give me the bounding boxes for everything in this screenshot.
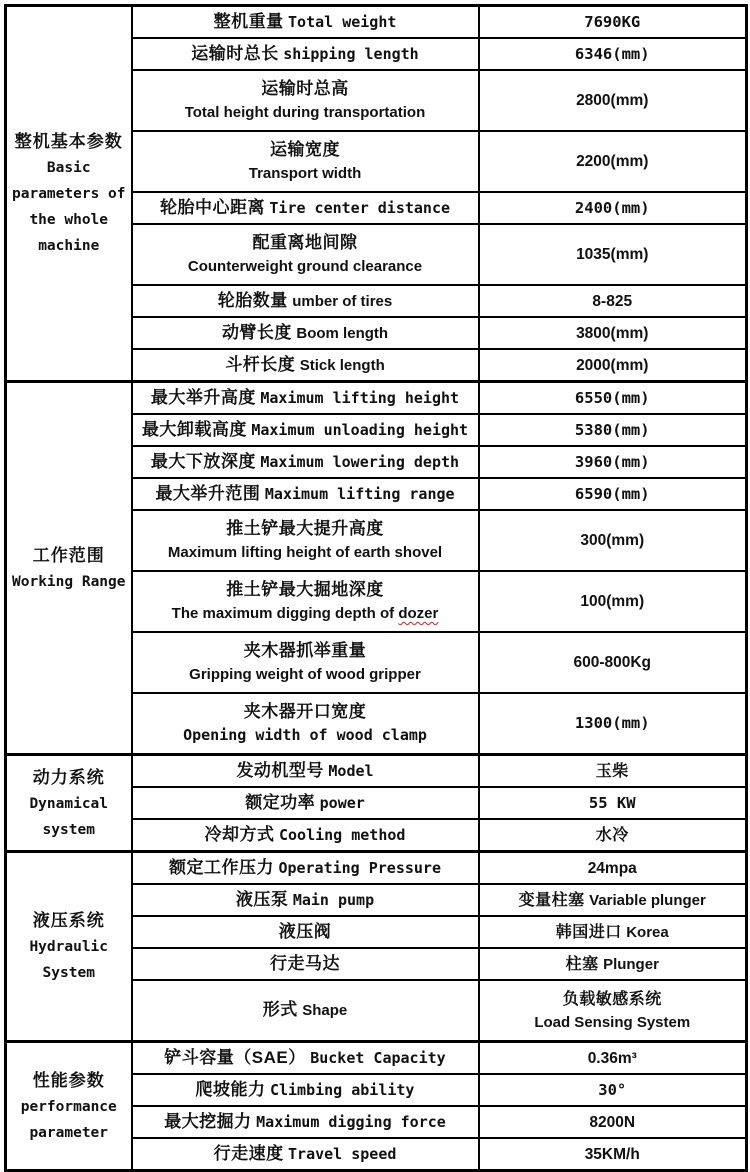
param-en: Opening width of wood clamp <box>183 726 427 744</box>
param-zh: 运输时总长 <box>191 43 279 63</box>
value-cell <box>479 38 747 70</box>
param-en: Shape <box>302 1002 348 1019</box>
param-zh: 发动机型号 <box>236 760 324 780</box>
param-cell <box>132 632 479 693</box>
value-cell <box>479 1106 747 1138</box>
table-row <box>6 1042 747 1075</box>
value-zh: 水冷 <box>595 826 629 844</box>
value-zh: 负载敏感系统 <box>562 990 662 1008</box>
value-text: 5380(mm) <box>574 420 650 439</box>
param-en: umber of tires <box>292 292 393 310</box>
category-cell <box>6 382 132 755</box>
param-cell <box>132 1138 479 1171</box>
param-zh: 夹木器开口宽度 <box>243 702 367 721</box>
param-cell <box>132 819 479 852</box>
param-cell <box>132 980 479 1042</box>
param-en: Operating Pressure <box>278 858 441 877</box>
param-en: Model <box>328 761 374 780</box>
category-label-en: Dynamical system <box>29 795 109 838</box>
value-text: 3960(mm) <box>574 452 650 471</box>
value-text: 6590(mm) <box>574 484 650 503</box>
param-zh: 最大举升范围 <box>155 483 261 503</box>
param-zh: 斗杆长度 <box>225 354 296 374</box>
param-cell <box>132 884 479 916</box>
param-cell <box>132 414 479 446</box>
value-text: 24mpa <box>587 859 637 877</box>
param-en: Cooling method <box>279 825 406 844</box>
value-cell <box>479 1074 747 1106</box>
param-zh: 行走马达 <box>270 953 340 973</box>
param-zh: 最大举升高度 <box>150 387 256 407</box>
param-en: Climbing ability <box>269 1080 415 1099</box>
param-en: shipping length <box>283 44 419 63</box>
value-text: 1300(mm) <box>574 714 650 732</box>
param-zh: 运输宽度 <box>270 140 340 159</box>
param-zh: 液压阀 <box>278 921 332 941</box>
param-en-text: The maximum digging depth of <box>171 605 399 622</box>
value-cell <box>479 980 747 1042</box>
param-zh: 轮胎中心距离 <box>159 197 265 217</box>
category-cell <box>6 6 132 382</box>
param-en: Total weight <box>288 12 397 31</box>
value-cell <box>479 884 747 916</box>
table-row <box>6 755 747 788</box>
param-zh: 铲斗容量（SAE） <box>164 1047 306 1067</box>
param-zh: 推土铲最大提升高度 <box>226 519 384 538</box>
param-zh: 运输时总高 <box>261 79 349 98</box>
param-zh: 爬坡能力 <box>195 1079 266 1099</box>
param-cell <box>132 70 479 131</box>
param-en: Bucket Capacity <box>310 1048 446 1067</box>
value-text: 2000(mm) <box>576 356 649 374</box>
param-zh: 冷却方式 <box>204 824 275 844</box>
category-label-zh: 动力系统 <box>32 767 105 787</box>
value-text: 2800(mm) <box>576 92 649 109</box>
value-text: 300(mm) <box>580 532 645 549</box>
param-en: Maximum lifting height <box>260 388 460 407</box>
value-text: 600-800Kg <box>573 654 652 671</box>
param-en: Maximum unloading height <box>251 420 469 439</box>
param-cell <box>132 382 479 415</box>
param-cell <box>132 446 479 478</box>
value-en: Plunger <box>603 955 659 973</box>
param-en-misspelled-word: dozer <box>398 605 439 622</box>
category-label-en: Working Range <box>12 573 126 590</box>
param-cell <box>132 1106 479 1138</box>
value-en: Variable plunger <box>589 891 706 909</box>
category-label-zh: 整机基本参数 <box>14 132 123 151</box>
value-cell <box>479 131 747 192</box>
param-cell <box>132 1042 479 1075</box>
param-zh: 配重离地间隙 <box>252 233 358 252</box>
param-cell <box>132 948 479 980</box>
param-cell <box>132 571 479 632</box>
param-cell <box>132 1074 479 1106</box>
param-en: Maximum lifting range <box>264 484 455 503</box>
param-cell <box>132 787 479 819</box>
value-cell <box>479 1042 747 1075</box>
param-en: Travel speed <box>288 1144 397 1163</box>
param-cell <box>132 317 479 349</box>
value-zh: 玉柴 <box>595 762 629 780</box>
value-text: 8-825 <box>592 292 633 310</box>
param-zh: 液压泵 <box>235 889 289 909</box>
param-en: Boom length <box>296 324 389 342</box>
value-cell <box>479 382 747 415</box>
param-en: Gripping weight of wood gripper <box>189 666 421 683</box>
param-zh: 最大挖掘力 <box>164 1111 252 1131</box>
category-cell <box>6 1042 132 1171</box>
param-cell <box>132 478 479 510</box>
param-en <box>172 605 439 622</box>
param-zh: 额定工作压力 <box>168 857 274 877</box>
value-text: 7690KG <box>584 12 641 31</box>
value-zh: 韩国进口 <box>555 923 622 941</box>
category-label-en: performance parameter <box>20 1098 117 1141</box>
value-text: 6346(mm) <box>574 44 650 63</box>
value-en: Korea <box>626 923 669 941</box>
value-cell <box>479 478 747 510</box>
value-text: 3800(mm) <box>576 324 649 342</box>
value-cell <box>479 819 747 852</box>
value-text: 6550(mm) <box>574 388 650 407</box>
category-cell <box>6 852 132 1042</box>
value-text: 30° <box>598 1080 627 1099</box>
param-en: Total height during transportation <box>184 104 426 121</box>
param-zh: 推土铲最大掘地深度 <box>226 580 384 599</box>
spec-table <box>4 4 748 1172</box>
table-row <box>6 852 747 885</box>
value-text: 100(mm) <box>580 593 645 610</box>
param-zh: 整机重量 <box>213 11 284 31</box>
spec-sheet-page <box>4 4 748 1172</box>
value-cell <box>479 414 747 446</box>
value-cell <box>479 349 747 382</box>
param-cell <box>132 38 479 70</box>
param-cell <box>132 510 479 571</box>
param-en: Main pump <box>292 890 375 909</box>
param-cell <box>132 852 479 885</box>
value-zh: 变量柱塞 <box>518 891 585 909</box>
category-label-zh: 性能参数 <box>32 1070 105 1090</box>
param-cell <box>132 192 479 224</box>
value-en: Load Sensing System <box>534 1013 691 1031</box>
param-cell <box>132 693 479 755</box>
value-text: 0.36m³ <box>587 1049 637 1067</box>
param-cell <box>132 285 479 317</box>
param-cell <box>132 131 479 192</box>
category-label-en: Basic parameters of the whole machine <box>12 160 126 254</box>
spec-table-body <box>6 6 747 1171</box>
value-text: 35KM/h <box>584 1145 640 1163</box>
value-text: 1035(mm) <box>576 246 649 263</box>
param-zh: 动臂长度 <box>221 322 292 342</box>
value-cell <box>479 632 747 693</box>
value-cell <box>479 787 747 819</box>
value-cell <box>479 6 747 39</box>
value-cell <box>479 285 747 317</box>
param-zh: 轮胎数量 <box>217 290 288 310</box>
param-en: Maximum digging force <box>256 1112 446 1131</box>
value-cell <box>479 317 747 349</box>
value-text: 2200(mm) <box>576 153 649 170</box>
value-cell <box>479 571 747 632</box>
value-cell <box>479 224 747 285</box>
value-cell <box>479 192 747 224</box>
param-en: power <box>319 793 365 812</box>
param-zh: 最大卸载高度 <box>141 419 247 439</box>
value-text: 8200N <box>589 1113 636 1131</box>
table-row <box>6 6 747 39</box>
value-cell <box>479 693 747 755</box>
category-cell <box>6 755 132 852</box>
param-en: Maximum lifting height of earth shovel <box>167 544 443 561</box>
param-cell <box>132 916 479 948</box>
value-cell <box>479 1138 747 1171</box>
param-cell <box>132 224 479 285</box>
param-en: Counterweight ground clearance <box>187 258 423 275</box>
value-cell <box>479 755 747 788</box>
category-label-en: Hydraulic System <box>29 939 109 981</box>
param-cell <box>132 6 479 39</box>
param-zh: 额定功率 <box>245 792 316 812</box>
param-zh: 形式 <box>262 1000 298 1019</box>
param-zh: 最大下放深度 <box>150 451 256 471</box>
param-zh: 行走速度 <box>213 1143 284 1163</box>
value-text: 55 KW <box>588 793 636 812</box>
param-cell <box>132 349 479 382</box>
param-en: Maximum lowering depth <box>260 452 460 471</box>
param-en: Stick length <box>299 356 385 374</box>
value-cell <box>479 948 747 980</box>
category-label-zh: 工作范围 <box>32 545 105 565</box>
category-label-zh: 液压系统 <box>32 911 105 930</box>
param-en: Transport width <box>248 165 362 182</box>
value-cell <box>479 70 747 131</box>
value-cell <box>479 852 747 885</box>
param-cell <box>132 755 479 788</box>
value-cell <box>479 916 747 948</box>
param-en: Tire center distance <box>269 198 451 217</box>
value-cell <box>479 446 747 478</box>
value-cell <box>479 510 747 571</box>
param-zh: 夹木器抓举重量 <box>243 641 367 660</box>
table-row <box>6 382 747 415</box>
value-zh: 柱塞 <box>565 955 599 973</box>
value-text: 2400(mm) <box>574 198 650 217</box>
